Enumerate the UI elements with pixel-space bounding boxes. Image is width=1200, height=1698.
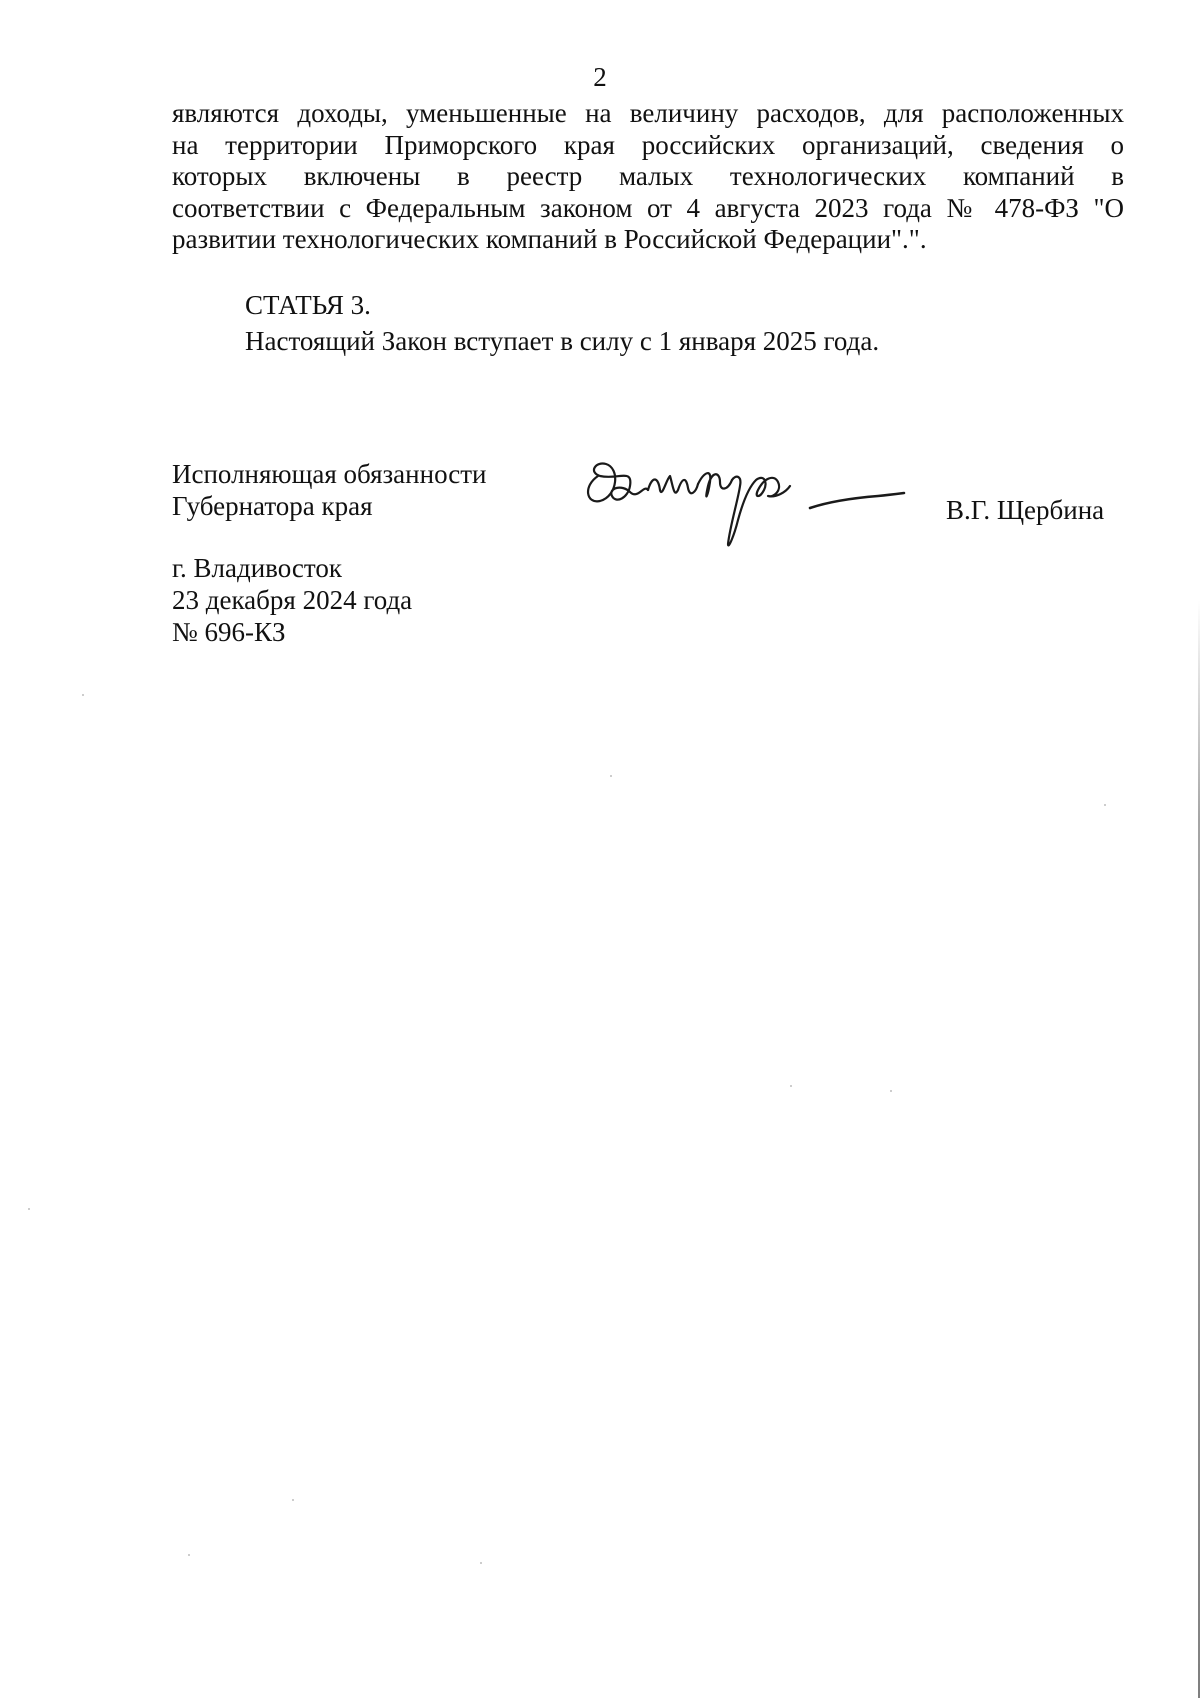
- scan-speck: [610, 775, 612, 777]
- issuance-place: г. Владивосток: [172, 553, 342, 583]
- signatory-title-line: Исполняющая обязанности: [172, 459, 487, 489]
- issuance-block: [172, 552, 412, 648]
- signatory-title-line: Губернатора края: [172, 491, 373, 521]
- scan-speck: [28, 1208, 30, 1210]
- page-number: 2: [593, 62, 607, 92]
- signatory-name: В.Г. Щербина: [946, 495, 1105, 525]
- body-line: развитии технологических компаний в Российской Федерации".".: [172, 224, 927, 255]
- article-heading: СТАТЬЯ 3.: [245, 290, 371, 320]
- issuance-date: 23 декабря 2024 года: [172, 585, 413, 615]
- body-line: соответствии с Федеральным законом от 4 августа 2023 года № 478-ФЗ "О: [172, 192, 1124, 223]
- handwritten-signature-icon: [578, 446, 918, 556]
- scan-speck: [890, 1090, 892, 1092]
- scan-speck: [790, 1085, 792, 1087]
- article-text: Настоящий Закон вступает в силу с 1 января 2025 года.: [245, 326, 880, 356]
- body-line: являются доходы, уменьшенные на величину расходов, для расположенных: [172, 98, 1124, 128]
- law-number: № 696-КЗ: [172, 617, 286, 647]
- scan-speck: [292, 1499, 294, 1501]
- signatory-title: [172, 458, 486, 522]
- scan-speck: [188, 1554, 190, 1556]
- body-line: на территории Приморского края российских организаций, сведения о: [172, 129, 1124, 160]
- body-line: которых включены в реестр малых технологических компаний в: [172, 161, 1124, 192]
- scan-speck: [480, 1562, 482, 1564]
- body-paragraph: [172, 98, 1124, 256]
- scan-speck: [1104, 804, 1106, 806]
- scan-speck: [82, 694, 84, 696]
